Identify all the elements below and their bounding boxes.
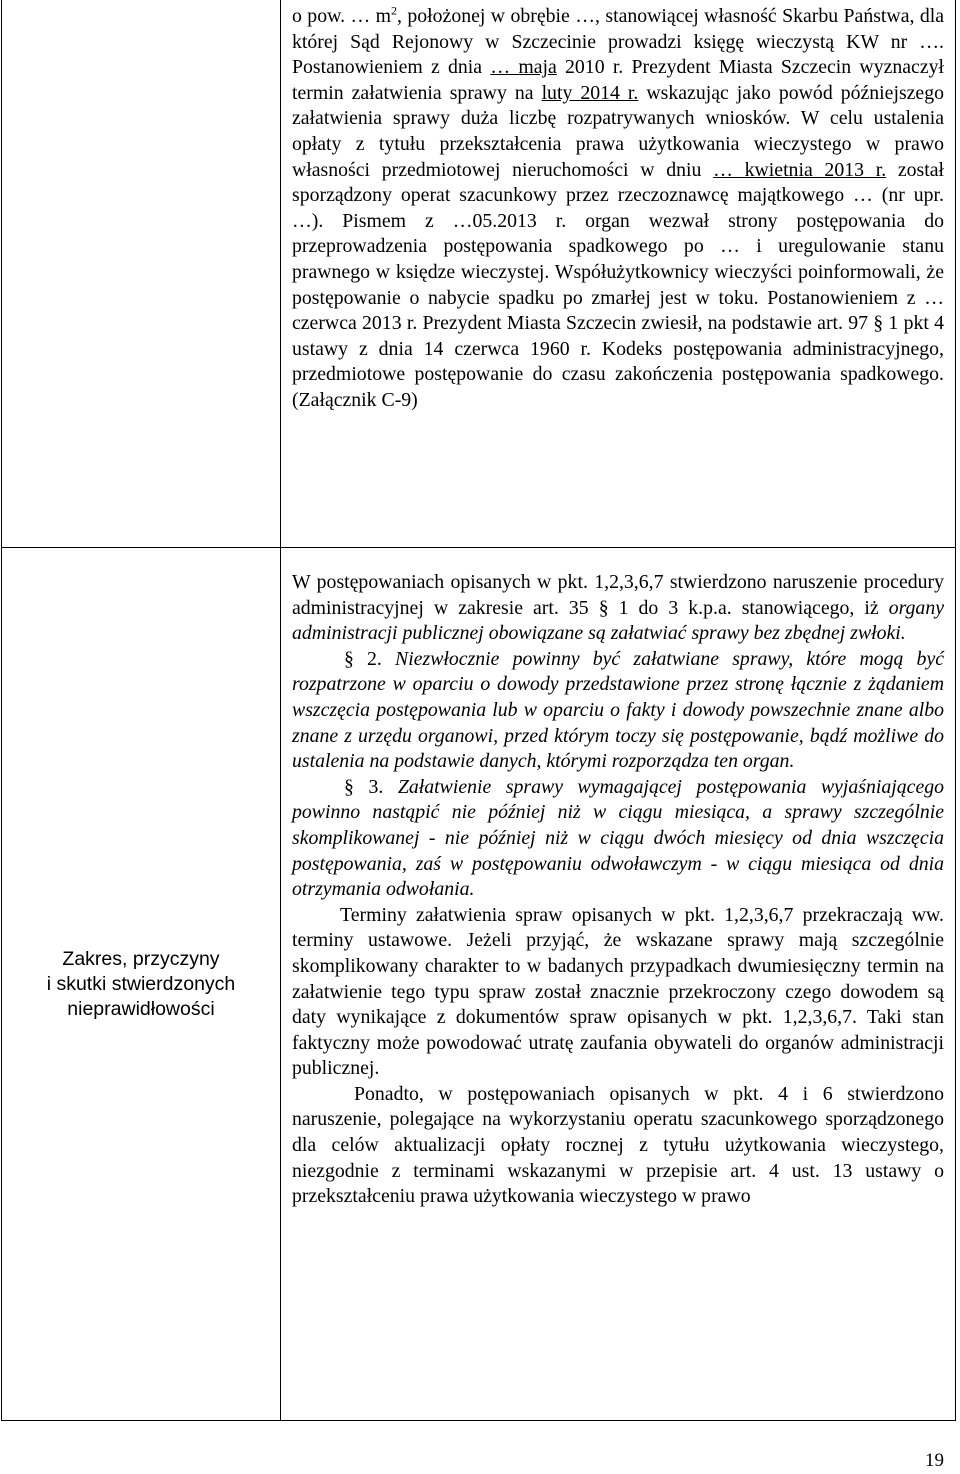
top-cell-text	[292, 4, 944, 414]
text-span: wskazując jako powód późniejszego załatwienia sprawy duża liczbę rozpatrywanych wniosków. W celu ustalenia opłaty z tytułu przekształcenia prawa użytkowania wieczystego w prawo własności przedmiotowej nieruchomości w dniu	[292, 81, 944, 181]
paragraph-intro	[292, 570, 944, 647]
italic-quote: Załatwienie sprawy wymagającej postępowania wyjaśniającego powinno nastąpić nie później niż w ciągu miesiąca, a sprawy szczególnie skomplikowanej - nie później niż w ciągu dwóch miesięcy od dnia wszczęcia postępowania, zaś w postępowaniu odwoławczym - w ciągu miesiąca od dnia otrzymania odwołania.	[292, 775, 945, 901]
text-span: został sporządzony operat szacunkowy przez rzeczoznawcę majątkowego … (nr upr. …). Pismem z …05.2013 r. organ wezwał strony postępowania do przeprowadzenia postępowania spadkowego po … i uregulowanie stanu prawnego w księdze wieczystej. Współużytkownicy wieczyści poinformowali, że postępowanie o nabycie spadku po zmarłej jest w toku. Postanowieniem z … czerwca 2013 r. Prezydent Miasta Szczecin zwiesił, na podstawie art. 97 § 1 pkt 4 ustawy z dnia 14 czerwca 1960 r. Kodeks postępowania administracyjnego, przedmiotowe postępowanie do czasu zakończenia postępowania spadkowego. (Załącznik C-9)	[292, 158, 945, 411]
underlined-date: … maja	[490, 56, 557, 79]
underlined-date: … kwietnia 2013 r.	[713, 158, 887, 181]
paragraph-terms: Terminy załatwienia spraw opisanych w pkt. 1,2,3,6,7 przekraczają ww. terminy ustawowe. Jeżeli przyjąć, że wskazane sprawy mają szczególnie skomplikowany charakter to w badanych przypadkach dwumiesięczny termin na załatwienie tego typu spraw został znacznie przekroczony czego dowodem są daty wynikające z dokumentów spraw opisanych w pkt. 1,2,3,6,7. Taki stan faktyczny może powodować utratę zaufania obywateli do organów administracji publicznej.	[292, 903, 944, 1080]
italic-quote: organy administracji publicznej obowiązane są załatwiać sprawy bez zbędnej zwłoki.	[292, 596, 944, 645]
table-border-right	[955, 0, 956, 1421]
paragraph-section-2	[292, 647, 944, 775]
label-cell-text: Zakres, przyczyny i skutki stwierdzonych nieprawidłowości	[46, 947, 236, 1020]
text-span: o pow. … m	[292, 5, 392, 27]
paragraph-section-3	[292, 775, 944, 903]
text-span: W postępowaniach opisanych w pkt. 1,2,3,6,7 stwierdzono naruszenie procedury administracyjnej w zakresie art. 35 § 1 do 3 k.p.a. stanowiącego, iż	[292, 571, 944, 619]
page-number: 19	[925, 1450, 944, 1471]
italic-quote: Niezwłocznie powinny być załatwiane sprawy, które mogą być rozpatrzone w oparciu o dowody przedstawione przez stronę łącznie z żądaniem wszczęcia postępowania lub w oparciu o fakty i dowody powszechnie znane albo znane z urzędu organowi, przed którym toczy się postępowanie, bądź możliwe do ustalenia na podstawie danych, którymi rozporządza ten organ.	[292, 647, 945, 773]
section-mark: § 2.	[344, 647, 382, 670]
text-span: 2010 r. Prezydent Miasta Szczecin wyznaczył termin załatwienia sprawy na	[292, 56, 944, 104]
superscript: 2	[391, 3, 398, 18]
label-cell	[2, 548, 280, 1420]
bottom-cell-text	[292, 570, 944, 1210]
column-divider	[280, 0, 281, 1421]
underlined-date: luty 2014 r.	[541, 81, 639, 104]
text-span: , położonej w obrębie …, stanowiącej własność Skarbu Państwa, dla której Sąd Rejonowy w Szczecinie prowadzi księgę wieczystą KW nr …. Postanowieniem z dnia	[292, 5, 944, 79]
table-border-bottom	[1, 1420, 956, 1421]
paragraph-further: Ponadto, w postępowaniach opisanych w pkt. 4 i 6 stwierdzono naruszenie, polegające na wykorzystaniu operatu szacunkowego sporządzonego dla celów aktualizacji opłaty rocznej z tytułu użytkowania wieczystego, niezgodnie z terminami wskazanymi w przepisie art. 4 ust. 13 ustawy o przekształceniu prawa użytkowania wieczystego w prawo	[292, 1082, 944, 1208]
top-cell-paragraph	[292, 4, 944, 414]
section-mark: § 3.	[344, 775, 384, 798]
